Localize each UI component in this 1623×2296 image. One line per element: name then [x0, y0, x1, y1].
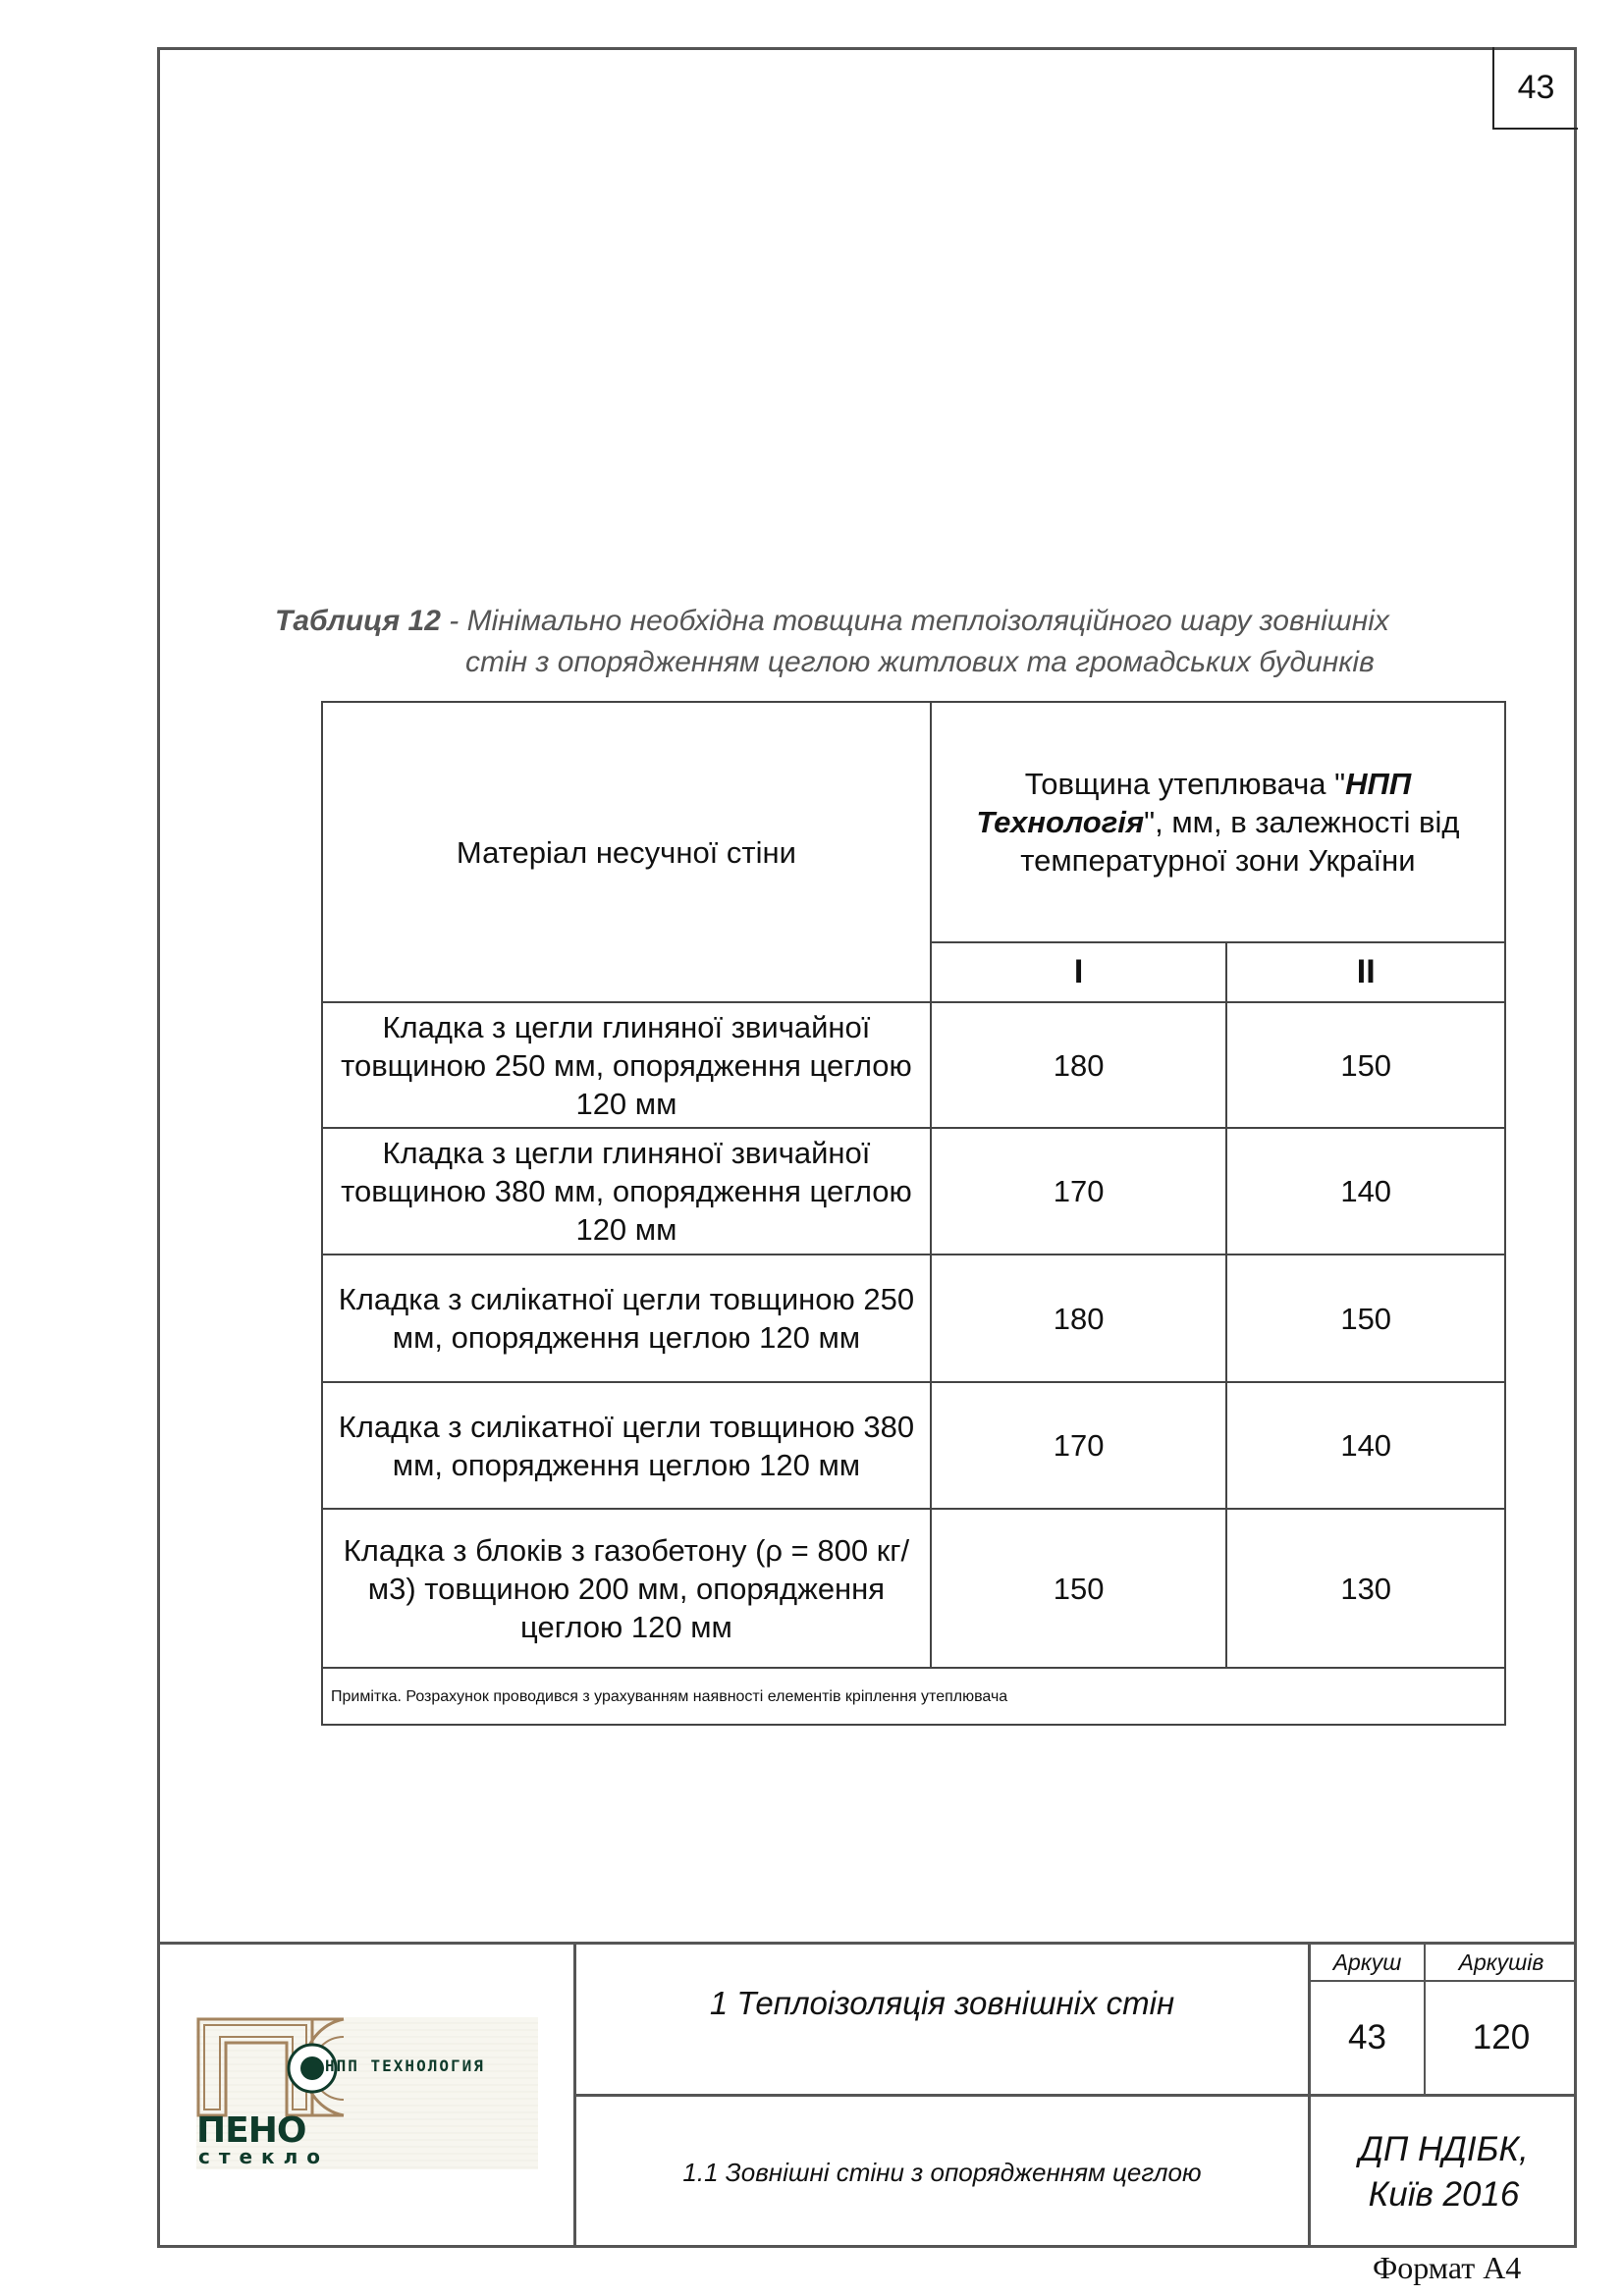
header-thickness-brand: НПП Технологія	[976, 767, 1412, 839]
row-material: Кладка з блоків з газобетону (ρ = 800 кг/м3) товщиною 200 мм, опорядження цеглою 120 мм	[322, 1509, 931, 1668]
table-row	[322, 1002, 1505, 1128]
caption-line2: стін з опорядженням цеглою житлових та громадських будинків	[465, 646, 1375, 678]
row-material: Кладка з силікатної цегли товщиною 380 мм, опорядження цеглою 120 мм	[322, 1382, 931, 1509]
table-note-row	[322, 1668, 1505, 1725]
caption-line1: Мінімально необхідна товщина теплоізоляційного шару зовнішніх	[466, 605, 1389, 637]
logo-company-text: НПП ТЕХНОЛОГИЯ	[325, 2056, 485, 2075]
header-thickness-prefix: Товщина утеплювача "	[1024, 767, 1346, 801]
table-caption	[275, 601, 1551, 683]
table-row	[322, 1509, 1505, 1668]
table-row	[322, 1128, 1505, 1255]
caption-separator: -	[440, 605, 467, 637]
table-row	[322, 1382, 1505, 1509]
page-number-text: 43	[1517, 68, 1555, 106]
stamp-section-title: 1 Теплоізоляція зовнішніх стін	[709, 1985, 1175, 2021]
page-number	[1492, 47, 1578, 130]
stamp-sheets-label: Аркушів	[1458, 1949, 1544, 1975]
company-logo	[196, 2017, 538, 2169]
zone-header-I: I	[931, 942, 1227, 1002]
row-zone-II: 140	[1226, 1382, 1505, 1509]
row-zone-I: 150	[931, 1509, 1227, 1668]
row-zone-II: 150	[1226, 1002, 1505, 1128]
row-zone-I: 170	[931, 1128, 1227, 1255]
stamp-subsection-title: 1.1 Зовнішні стіни з опорядженням цеглою	[682, 2157, 1202, 2187]
logo-brand-top: ПЕНО	[196, 2110, 306, 2151]
insulation-thickness-table	[321, 701, 1506, 1726]
caption-label: Таблиця 12	[275, 605, 441, 637]
table-header-row	[322, 702, 1505, 942]
table-row	[322, 1255, 1505, 1382]
row-zone-I: 180	[931, 1002, 1227, 1128]
header-thickness	[931, 702, 1505, 942]
table-note: Примітка. Розрахунок проводився з урахуванням наявності елементів кріплення утеплювача	[322, 1668, 1505, 1725]
row-zone-I: 170	[931, 1382, 1227, 1509]
row-material: Кладка з цегли глиняної звичайної товщиною 380 мм, опорядження цеглою 120 мм	[322, 1128, 931, 1255]
logo-brand-bottom: стекло	[198, 2145, 329, 2168]
stamp-sheet-value: 43	[1348, 2018, 1386, 2056]
row-material: Кладка з цегли глиняної звичайної товщиною 250 мм, опорядження цеглою 120 мм	[322, 1002, 931, 1128]
zone-header-II: II	[1226, 942, 1505, 1002]
row-zone-I: 180	[931, 1255, 1227, 1382]
row-zone-II: 130	[1226, 1509, 1505, 1668]
format-label: Формат А4	[1373, 2250, 1522, 2285]
row-zone-II: 140	[1226, 1128, 1505, 1255]
stamp-organization	[1311, 2097, 1577, 2248]
header-thickness-suffix: ", мм, в залежності від температурної зони України	[1020, 805, 1460, 878]
stamp-organization-line2: Київ 2016	[1368, 2175, 1520, 2214]
row-zone-II: 150	[1226, 1255, 1505, 1382]
stamp-organization-line1: ДП НДІБК,	[1359, 2130, 1529, 2168]
stamp-sheets-value: 120	[1472, 2018, 1531, 2056]
header-material: Матеріал несучної стіни	[322, 702, 931, 1002]
row-material: Кладка з силікатної цегли товщиною 250 мм, опорядження цеглою 120 мм	[322, 1255, 931, 1382]
stamp-sheet-label: Аркуш	[1332, 1949, 1402, 1975]
